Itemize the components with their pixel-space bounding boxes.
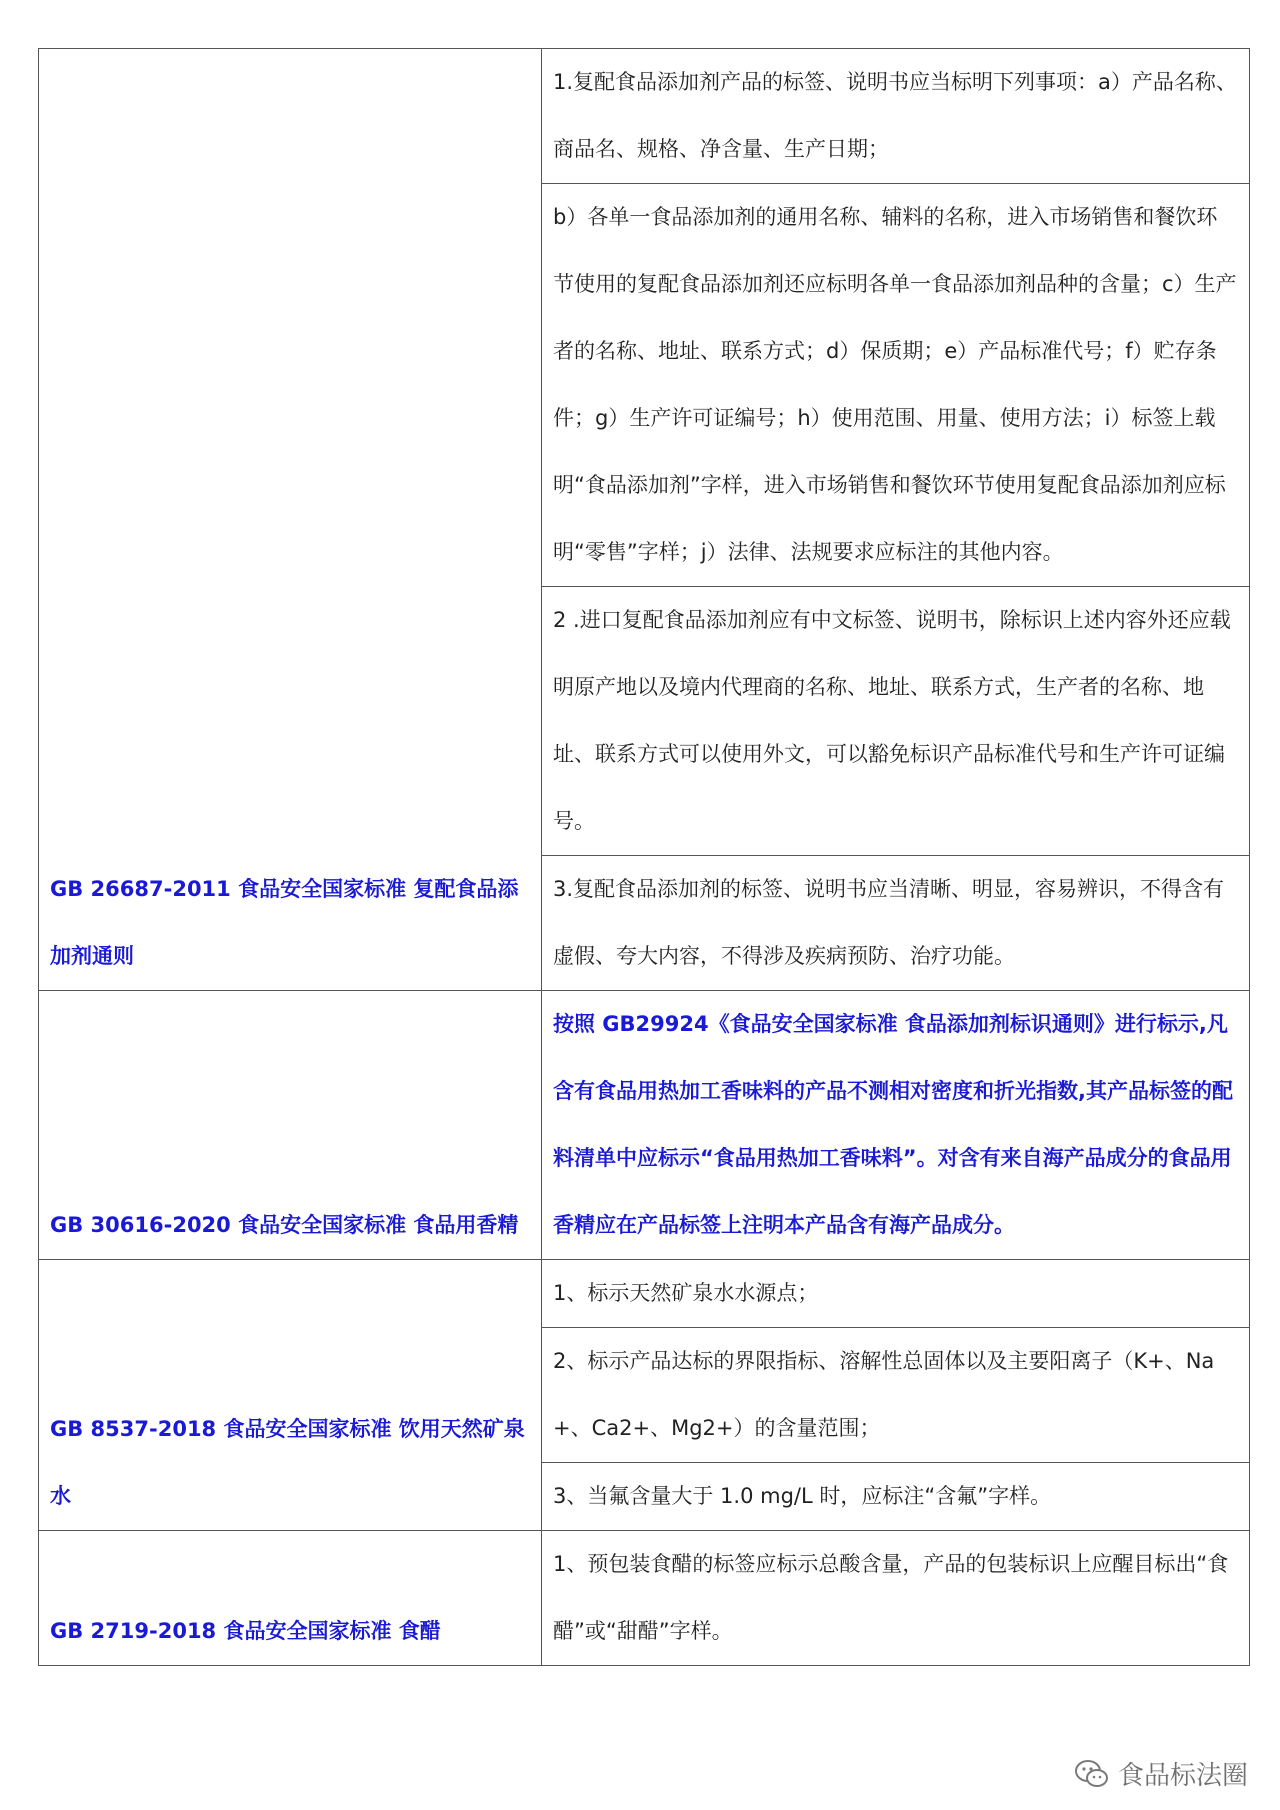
requirement-cell: 1.复配食品添加剂产品的标签、说明书应当标明下列事项：a）产品名称、商品名、规格、净含量、生产日期； — [542, 49, 1250, 184]
wechat-icon — [1074, 1759, 1110, 1789]
requirement-cell: 1、标示天然矿泉水水源点； — [542, 1260, 1250, 1328]
standard-name: GB 2719-2018 食品安全国家标准 食醋 — [39, 1531, 542, 1666]
watermark-text: 食品标法圈 — [1117, 1761, 1248, 1791]
standard-name: GB 8537-2018 食品安全国家标准 饮用天然矿泉水 — [39, 1260, 542, 1531]
requirement-cell: 2、标示产品达标的界限指标、溶解性总固体以及主要阳离子（K+、Na+、Ca2+、Mg2+）的含量范围； — [542, 1328, 1250, 1463]
table-row — [39, 1531, 1250, 1666]
standards-table — [38, 48, 1250, 1666]
requirement-cell: 按照 GB29924《食品安全国家标准 食品添加剂标识通则》进行标示,凡含有食品用热加工香味料的产品不测相对密度和折光指数,其产品标签的配料清单中应标示“食品用热加工香味料”。对含有来自海产品成分的食品用香精应在产品标签上注明本产品含有海产品成分。 — [542, 991, 1250, 1260]
requirement-cell: 3、当氟含量大于 1.0 mg/L 时，应标注“含氟”字样。 — [542, 1463, 1250, 1531]
requirement-cell: 3.复配食品添加剂的标签、说明书应当清晰、明显，容易辨识，不得含有虚假、夸大内容，不得涉及疾病预防、治疗功能。 — [542, 856, 1250, 991]
table-row — [39, 1260, 1250, 1328]
table-row — [39, 49, 1250, 184]
standard-name: GB 30616-2020 食品安全国家标准 食品用香精 — [39, 991, 542, 1260]
table-row — [39, 991, 1250, 1260]
requirement-cell: b）各单一食品添加剂的通用名称、辅料的名称，进入市场销售和餐饮环节使用的复配食品添加剂还应标明各单一食品添加剂品种的含量；c）生产者的名称、地址、联系方式；d）保质期；e）产品标准代号；f）贮存条件；g）生产许可证编号；h）使用范围、用量、使用方法；i）标签上载明“食品添加剂”字样，进入市场销售和餐饮环节使用复配食品添加剂应标明“零售”字样；j）法律、法规要求应标注的其他内容。 — [542, 184, 1250, 587]
requirement-cell: 1、预包装食醋的标签应标示总酸含量，产品的包装标识上应醒目标出“食醋”或“甜醋”字样。 — [542, 1531, 1250, 1666]
requirement-cell: 2 .进口复配食品添加剂应有中文标签、说明书，除标识上述内容外还应载明原产地以及境内代理商的名称、地址、联系方式，生产者的名称、地址、联系方式可以使用外文，可以豁免标识产品标准代号和生产许可证编号。 — [542, 587, 1250, 856]
watermark — [1074, 1755, 1248, 1792]
standard-name: GB 26687-2011 食品安全国家标准 复配食品添加剂通则 — [39, 49, 542, 991]
